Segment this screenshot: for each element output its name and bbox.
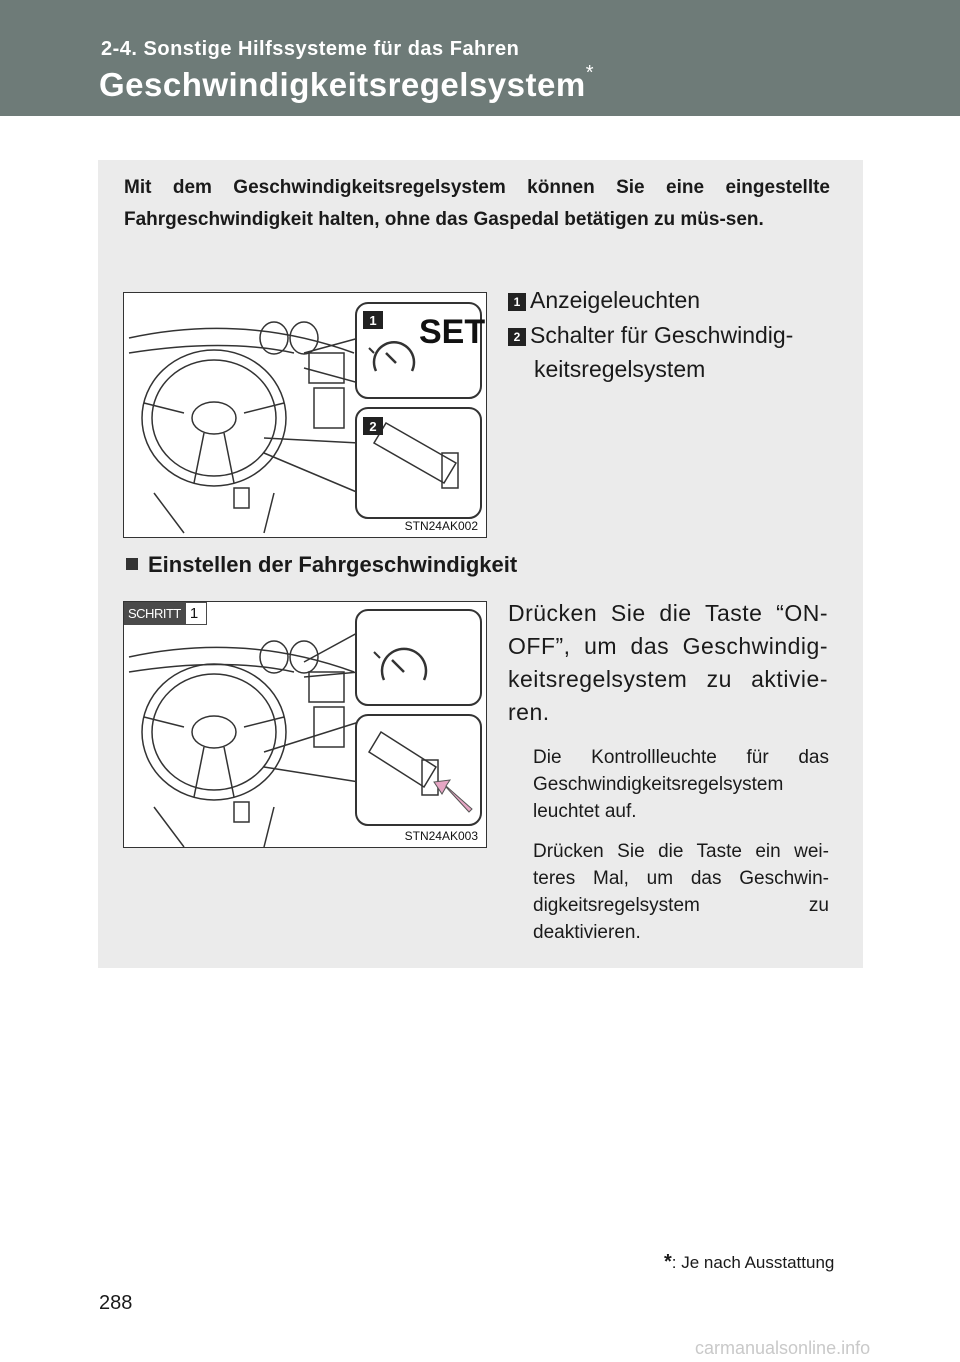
- footnote-text: : Je nach Ausstattung: [671, 1253, 835, 1272]
- figure-cruise-control-overview: [123, 292, 487, 538]
- dashboard-illustration: [124, 602, 486, 847]
- page-title-text: Geschwindigkeitsregelsystem: [99, 66, 586, 103]
- callout-2-label: 2: [369, 419, 377, 434]
- page-number: 288: [99, 1292, 133, 1314]
- set-indicator-text: SET: [419, 313, 486, 351]
- asterisk-mark: *: [585, 62, 594, 84]
- figure-step-1: [123, 601, 487, 848]
- note-paragraph: Drücken Sie die Taste ein wei-teres Mal, um das Geschwin-digkeitsregelsystem zu deaktivieren.: [533, 841, 829, 943]
- page-title: [99, 62, 594, 104]
- legend-number-badge: 1: [508, 293, 526, 311]
- legend-label-continuation: keitsregelsystem: [534, 356, 706, 382]
- callout-1-label: 1: [369, 313, 377, 328]
- note-paragraph: Die Kontrollleuchte für das Geschwindigkeitsregelsystem leuchtet auf.: [533, 747, 829, 822]
- intro-paragraph: Mit dem Geschwindigkeitsregelsystem können Sie eine eingestellte Fahrgeschwindigkeit halten, ohne das Gaspedal betätigen zu müs-sen.: [124, 177, 830, 230]
- legend-label: Schalter für Geschwindig-: [530, 322, 794, 348]
- step-instruction: Drücken Sie die Taste “ON-OFF”, um das Geschwindig-keitsregelsystem zu aktivie-ren.: [508, 600, 828, 725]
- step-badge-label: SCHRITT: [124, 602, 185, 625]
- asterisk-mark: *: [664, 1251, 672, 1273]
- chapter-header: [0, 0, 960, 116]
- figure-code: STN24AK002: [404, 519, 478, 533]
- legend-label: Anzeigeleuchten: [530, 287, 701, 313]
- square-bullet-icon: [126, 558, 138, 570]
- step-badge-number: 1: [185, 602, 207, 625]
- step-badge: [124, 602, 207, 625]
- subsection-heading: [126, 552, 517, 578]
- legend-item-2: [508, 318, 830, 386]
- legend-number-badge: 2: [508, 328, 526, 346]
- footnote: [664, 1251, 834, 1274]
- watermark: carmanualsonline.info: [695, 1338, 871, 1358]
- figure-code: STN24AK003: [404, 829, 478, 843]
- legend-item-1: [508, 283, 830, 317]
- section-heading: 2-4. Sonstige Hilfssysteme für das Fahren: [101, 38, 520, 60]
- dashboard-illustration: [124, 293, 486, 537]
- subsection-heading-text: Einstellen der Fahrgeschwindigkeit: [148, 552, 518, 577]
